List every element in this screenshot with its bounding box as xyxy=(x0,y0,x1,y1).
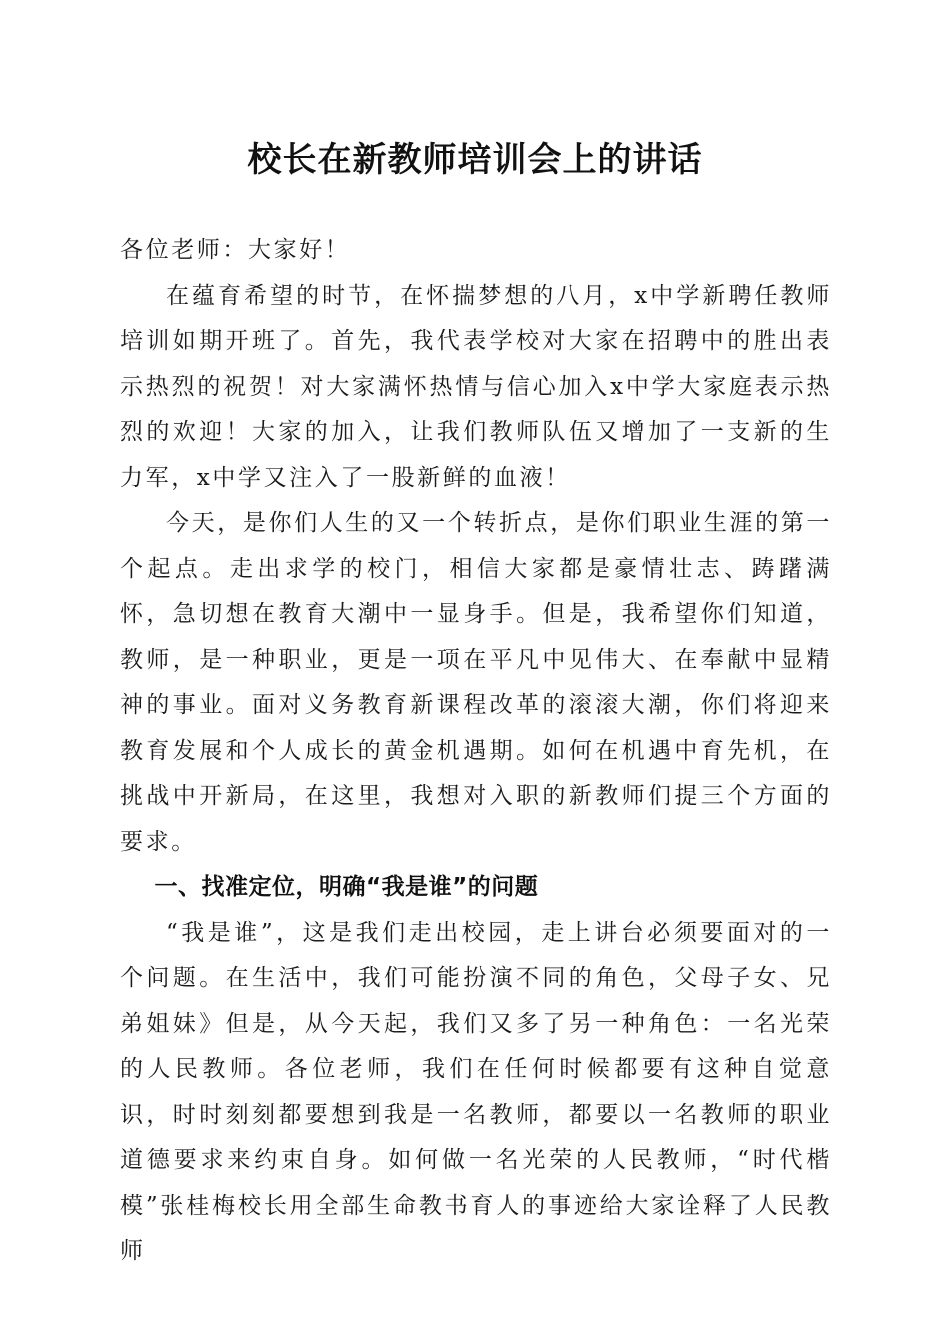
section-paragraph: “我是谁”，这是我们走出校园，走上讲台必须要面对的一个问题。在生活中，我们可能扮演不同的角色，父母子女、兄弟姐妹》但是，从今天起，我们又多了另一种角色：一名光荣的人民教师。各位老师，我们在任何时候都要有这种自觉意识，时时刻刻都要想到我是一名教师，都要以一名教师的职业道德要求来约束自身。如何做一名光荣的人民教师，“时代楷模”张桂梅校长用全部生命教书育人的事迹给大家诠释了人民教师 xyxy=(120,919,832,1264)
document-title: 校长在新教师培训会上的讲话 xyxy=(247,140,703,180)
section-heading: 一、找准定位，明确“我是谁”的问题 xyxy=(154,874,539,900)
greeting-paragraph: 各位老师：大家好！ xyxy=(120,237,351,263)
document-body xyxy=(120,228,832,1275)
paragraph-2: 今天，是你们人生的又一个转折点，是你们职业生涯的第一个起点。走出求学的校门，相信大家都是豪情壮志、踌躇满怀，急切想在教育大潮中一显身手。但是，我希望你们知道，教师，是一种职业，更是一项在平凡中见伟大、在奉献中显精神的事业。面对义务教育新课程改革的滚滚大潮，你们将迎来教育发展和个人成长的黄金机遇期。如何在机遇中育先机，在挑战中开新局，在这里，我想对入职的新教师们提三个方面的要求。 xyxy=(120,510,832,855)
paragraph-1: 在蕴育希望的时节，在怀揣梦想的八月，x中学新聘任教师培训如期开班了。首先，我代表学校对大家在招聘中的胜出表示热烈的祝贺！对大家满怀热情与信心加入x中学大家庭表示热烈的欢迎！大家的加入，让我们教师队伍又增加了一支新的生力军，x中学又注入了一股新鲜的血液！ xyxy=(120,282,832,491)
